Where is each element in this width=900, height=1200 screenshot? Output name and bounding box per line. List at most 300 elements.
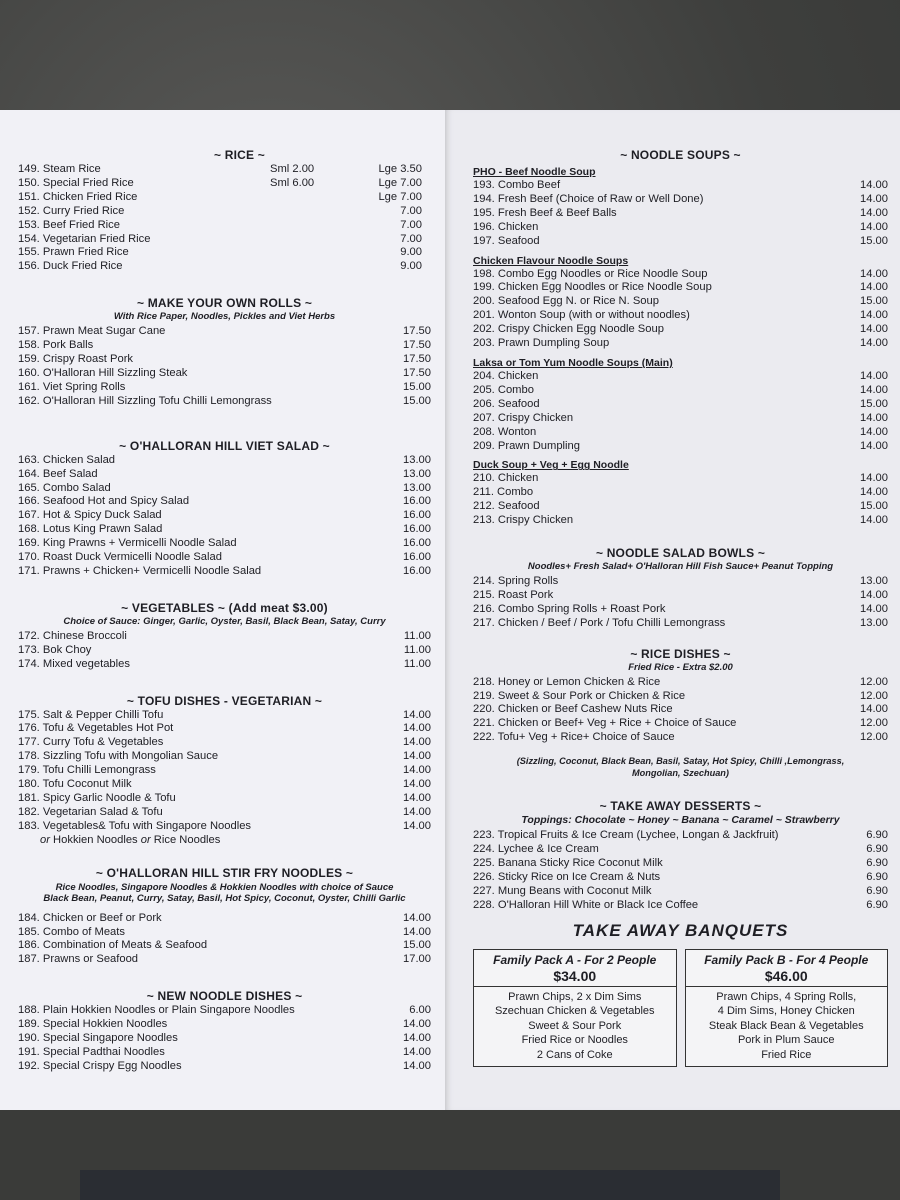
soup-group-heading: Laksa or Tom Yum Noodle Soups (Main): [473, 356, 673, 369]
menu-item-row: [18, 1018, 431, 1032]
menu-item-row: [473, 514, 888, 528]
menu-item-name: 214. Spring Rolls: [473, 575, 559, 588]
table-surface: [0, 1110, 900, 1200]
menu-item-row: [18, 163, 431, 177]
pack-price: $46.00: [764, 967, 808, 984]
menu-item-price: 12.00: [860, 731, 888, 744]
add-meat-note: (Add meat $3.00): [228, 600, 328, 615]
pack-item: Fried Rice: [761, 1048, 812, 1061]
menu-item-list: [473, 676, 888, 746]
rice-dishes-section: [473, 647, 888, 780]
menu-item-price: 6.90: [866, 870, 888, 883]
menu-item-name: 182. Vegetarian Salad & Tofu: [18, 805, 163, 818]
pack-header: [474, 950, 676, 987]
menu-item-price: 14.00: [403, 911, 431, 924]
menu-item-name: 172. Chinese Broccoli: [18, 629, 127, 642]
large-size-price: Lge 3.50: [378, 163, 422, 175]
menu-item-row: [18, 1060, 431, 1074]
menu-item-price: 14.00: [403, 1032, 431, 1045]
soup-group-heading: Chicken Flavour Noodle Soups: [473, 254, 629, 267]
menu-item-price: 14.00: [860, 602, 888, 615]
banquets-title: TAKE AWAY BANQUETS: [572, 920, 789, 940]
menu-item-price: 12.00: [860, 689, 888, 702]
menu-item-name: 165. Combo Salad: [18, 481, 111, 494]
menu-item-name: 153. Beef Fried Rice: [18, 218, 120, 231]
menu-item-row: [18, 454, 431, 468]
section-title: ~ O'HALLORAN HILL VIET SALAD ~: [119, 438, 330, 453]
pack-item: Pork in Plum Sauce: [737, 1034, 835, 1047]
menu-item-row: [18, 482, 431, 496]
menu-item-row: [18, 1032, 431, 1046]
menu-item-row: [18, 630, 431, 644]
menu-item-name: 218. Honey or Lemon Chicken & Rice: [473, 675, 661, 688]
menu-item-price: 17.50: [403, 339, 431, 352]
menu-item-row: [473, 268, 888, 282]
viet-salad-section: [18, 439, 431, 579]
menu-item-row: [18, 523, 431, 537]
section-note: Black Bean, Peanut, Curry, Satay, Basil, Hot Spicy, Coconut, Oyster, Chilli Garlic: [43, 892, 406, 904]
menu-item-name: 175. Salt & Pepper Chilli Tofu: [18, 708, 164, 721]
large-size-price: Lge 7.00: [378, 190, 422, 203]
menu-item-list: [18, 1004, 431, 1074]
section-note: Choice of Sauce: Ginger, Garlic, Oyster, Basil, Black Bean, Satay, Curry: [63, 615, 386, 627]
menu-item-price: 15.00: [860, 295, 888, 308]
menu-item-row: [473, 603, 888, 617]
menu-item-price: 14.00: [860, 220, 888, 233]
menu-item-price: 15.00: [860, 500, 888, 513]
menu-item-name: 169. King Prawns + Vermicelli Noodle Salad: [18, 537, 237, 550]
menu-item-row: [18, 495, 431, 509]
menu-item-list: [473, 829, 888, 912]
menu-item-row: [473, 885, 888, 899]
menu-item-row: [473, 871, 888, 885]
menu-item-name: 197. Seafood: [473, 234, 540, 247]
new-noodle-section: [18, 989, 431, 1074]
menu-item-name: 171. Prawns + Chicken+ Vermicelli Noodle Salad: [18, 564, 262, 577]
menu-item-price: 15.00: [403, 380, 431, 393]
menu-item-name: 200. Seafood Egg N. or Rice N. Soup: [473, 295, 659, 308]
menu-item-row: [473, 309, 888, 323]
menu-item-row: [473, 295, 888, 309]
section-note: Fried Rice - Extra $2.00: [628, 661, 733, 673]
pack-header: [686, 950, 888, 987]
menu-item-row: [473, 472, 888, 486]
toppings-note: Toppings: Chocolate ~ Honey ~ Banana ~ Caramel ~ Strawberry: [521, 814, 840, 827]
menu-item-name: 167. Hot & Spicy Duck Salad: [18, 509, 162, 522]
small-size-price: [270, 260, 354, 274]
menu-item-name: 156. Duck Fried Rice: [18, 260, 123, 273]
menu-right-page: [445, 110, 900, 1110]
menu-item-name: 228. O'Halloran Hill White or Black Ice Coffee: [473, 898, 699, 911]
large-size-price: Lge 7.00: [378, 176, 422, 189]
menu-item-row: [473, 843, 888, 857]
section-title: ~ O'HALLORAN HILL STIR FRY NOODLES ~: [95, 865, 354, 880]
section-title: ~ RICE DISHES ~: [630, 646, 731, 661]
menu-item-name: 222. Tofu+ Veg + Rice+ Choice of Sauce: [473, 731, 675, 744]
menu-item-row: [473, 440, 888, 454]
menu-item-name: 151. Chicken Fried Rice: [18, 190, 138, 203]
menu-item-price: 12.00: [860, 675, 888, 688]
menu-item-row: [18, 1046, 431, 1060]
menu-item-price: 16.00: [403, 564, 431, 577]
pack-item: Prawn Chips, 2 x Dim Sims: [508, 990, 642, 1003]
soup-group: [473, 166, 888, 249]
menu-item-name: 152. Curry Fried Rice: [18, 204, 125, 217]
hokkien-text: Hokkien Noodles: [49, 833, 141, 846]
small-size-price: [270, 205, 354, 219]
menu-item-price: 13.00: [403, 467, 431, 480]
menu-item-name: 176. Tofu & Vegetables Hot Pot: [18, 722, 174, 735]
pack-name: Family Pack A - For 2 People: [493, 952, 657, 967]
desserts-section: [473, 799, 888, 912]
menu-item-row: [473, 398, 888, 412]
menu-item-name: 208. Wonton: [473, 425, 537, 438]
menu-item-row: [473, 703, 888, 717]
noodle-soups-section: [473, 148, 888, 528]
menu-item-row: [473, 193, 888, 207]
banquets-section: [473, 921, 888, 1068]
menu-item-name: 204. Chicken: [473, 369, 539, 382]
menu-item-row: [18, 736, 431, 750]
menu-item-name: 225. Banana Sticky Rice Coconut Milk: [473, 857, 663, 869]
menu-item-name: 193. Combo Beef: [473, 179, 561, 191]
menu-item-name: 157. Prawn Meat Sugar Cane: [18, 325, 166, 338]
menu-item-price: 16.00: [403, 523, 431, 536]
menu-item-row: [473, 676, 888, 690]
item-continuation: [18, 834, 431, 848]
menu-item-row: [18, 644, 431, 658]
menu-item-list: [18, 709, 431, 834]
banquet-pack: [473, 949, 677, 1068]
menu-item-row: [18, 219, 431, 233]
rice-section: [18, 148, 431, 274]
pack-item: Steak Black Bean & Vegetables: [708, 1019, 864, 1032]
menu-item-price: 15.00: [860, 397, 888, 410]
vegetables-section: [18, 601, 431, 672]
section-note: With Rice Paper, Noodles, Pickles and Viet Herbs: [113, 311, 336, 323]
pack-item: 2 Cans of Coke: [536, 1048, 613, 1061]
menu-item-row: [473, 337, 888, 351]
section-title-text: ~ VEGETABLES ~: [121, 600, 226, 615]
pack-item: Fried Rice or Noodles: [521, 1034, 628, 1047]
menu-item-name: 158. Pork Balls: [18, 339, 94, 352]
menu-item-name: 207. Crispy Chicken: [473, 411, 574, 424]
soup-group-heading: PHO - Beef Noodle Soup: [473, 166, 596, 178]
menu-item-name: 217. Chicken / Beef / Pork / Tofu Chilli Lemongrass: [473, 616, 726, 629]
menu-item-price: 12.00: [860, 717, 888, 730]
menu-item-price: 17.50: [403, 353, 431, 366]
menu-item-row: [18, 246, 431, 260]
menu-item-name: 161. Viet Spring Rolls: [18, 380, 126, 393]
menu-item-name: 220. Chicken or Beef Cashew Nuts Rice: [473, 703, 673, 716]
menu-item-row: [473, 384, 888, 398]
menu-item-name: 162. O'Halloran Hill Sizzling Tofu Chilli Lemongrass: [18, 394, 272, 407]
menu-item-price: 14.00: [860, 267, 888, 280]
menu-item-price: 6.90: [866, 857, 888, 869]
menu-item-price: 13.00: [403, 481, 431, 494]
menu-item-row: [18, 551, 431, 565]
menu-item-price: 14.00: [860, 383, 888, 396]
menu-item-price: 14.00: [860, 192, 888, 205]
menu-item-row: [473, 575, 888, 589]
menu-item-price: 14.00: [403, 708, 431, 721]
or-text: or: [40, 833, 50, 846]
menu-item-price: 14.00: [860, 439, 888, 452]
soup-group: [473, 357, 888, 453]
menu-item-price: 14.00: [403, 805, 431, 818]
menu-item-name: 198. Combo Egg Noodles or Rice Noodle Soup: [473, 267, 708, 280]
menu-item-price: 14.00: [403, 1059, 431, 1072]
menu-item-price: 15.00: [403, 394, 431, 407]
menu-item-name: 226. Sticky Rice on Ice Cream & Nuts: [473, 870, 661, 883]
menu-item-name: 195. Fresh Beef & Beef Balls: [473, 206, 617, 219]
menu-item-price: 11.00: [403, 629, 431, 642]
pack-contents: [474, 987, 676, 1067]
menu-item-name: 196. Chicken: [473, 220, 539, 233]
menu-item-row: [473, 370, 888, 384]
menu-item-name: 189. Special Hokkien Noodles: [18, 1018, 168, 1031]
menu-item-row: [473, 899, 888, 913]
menu-item-name: 174. Mixed vegetables: [18, 657, 130, 670]
menu-item-name: 185. Combo of Meats: [18, 925, 125, 938]
soup-group: [473, 459, 888, 528]
menu-item-price: 14.00: [860, 486, 888, 499]
menu-item-name: 194. Fresh Beef (Choice of Raw or Well Done): [473, 192, 704, 205]
menu-item-price: 17.50: [403, 366, 431, 379]
menu-item-name: 199. Chicken Egg Noodles or Rice Noodle Soup: [473, 281, 712, 294]
section-title: ~ RICE ~: [214, 148, 265, 162]
menu-item-price: 14.00: [860, 703, 888, 716]
menu-item-price: 14.00: [403, 722, 431, 735]
or-text: or: [140, 833, 151, 846]
menu-item-price: 15.00: [403, 939, 431, 952]
menu-item-row: [473, 829, 888, 843]
menu-item-name: 166. Seafood Hot and Spicy Salad: [18, 495, 190, 508]
menu-item-price: 14.00: [403, 792, 431, 804]
menu-item-row: [18, 509, 431, 523]
menu-item-price: 6.90: [866, 843, 888, 856]
section-title: ~ TAKE AWAY DESSERTS ~: [599, 799, 762, 814]
small-size-price: [270, 233, 354, 247]
menu-item-name: 209. Prawn Dumpling: [473, 439, 580, 452]
menu-item-price: 13.00: [860, 616, 888, 629]
menu-item-name: 201. Wonton Soup (with or without noodles): [473, 309, 690, 322]
menu-item-row: [473, 426, 888, 440]
menu-item-price: 14.00: [403, 1045, 431, 1058]
menu-item-row: [18, 367, 431, 381]
menu-item-price: 6.90: [866, 898, 888, 911]
menu-item-row: [473, 500, 888, 514]
menu-item-row: [18, 953, 431, 967]
menu-item-name: 227. Mung Beans with Coconut Milk: [473, 884, 652, 897]
menu-item-row: [18, 353, 431, 367]
menu-item-list: [18, 454, 431, 579]
menu-item-name: 178. Sizzling Tofu with Mongolian Sauce: [18, 750, 219, 763]
menu-item-price: 14.00: [860, 514, 888, 527]
soup-group: [473, 255, 888, 351]
large-size-price: 7.00: [400, 204, 422, 217]
section-note: Noodles+ Fresh Salad+ O'Halloran Hill Fish Sauce+ Peanut Topping: [527, 561, 834, 573]
menu-item-row: [18, 381, 431, 395]
menu-item-row: [18, 565, 431, 579]
menu-item-price: 14.00: [403, 778, 431, 791]
menu-item-row: [18, 709, 431, 723]
banquet-pack: [685, 949, 889, 1068]
rolls-section: [18, 296, 431, 408]
section-title: ~ NOODLE SALAD BOWLS ~: [595, 546, 766, 561]
menu-item-row: [473, 690, 888, 704]
menu-item-row: [18, 205, 431, 219]
menu-item-name: 160. O'Halloran Hill Sizzling Steak: [18, 366, 188, 379]
noodle-salad-bowls-section: [473, 546, 888, 631]
menu-item-row: [18, 177, 431, 191]
menu-item-name: 187. Prawns or Seafood: [18, 953, 139, 966]
large-size-price: 7.00: [400, 232, 422, 245]
menu-item-name: 215. Roast Pork: [473, 588, 554, 601]
menu-item-name: 159. Crispy Roast Pork: [18, 353, 134, 366]
large-size-price: 7.00: [400, 218, 422, 231]
menu-item-row: [18, 820, 431, 834]
menu-item-name: 181. Spicy Garlic Noodle & Tofu: [18, 792, 176, 804]
small-size-price: [270, 246, 354, 260]
menu-item-price: 14.00: [403, 819, 431, 832]
menu-item-name: 202. Crispy Chicken Egg Noodle Soup: [473, 323, 664, 336]
menu-item-name: 155. Prawn Fried Rice: [18, 246, 129, 259]
sauce-options-note: (Sizzling, Coconut, Black Bean, Basil, Satay, Hot Spicy, Chilli ,Lemongrass,: [516, 756, 845, 767]
menu-item-price: 6.00: [409, 1004, 431, 1017]
pack-item: Szechuan Chicken & Vegetables: [494, 1005, 655, 1018]
menu-item-row: [18, 806, 431, 820]
menu-item-row: [18, 1004, 431, 1018]
menu-item-price: 6.90: [866, 884, 888, 897]
menu-item-name: 188. Plain Hokkien Noodles or Plain Singapore Noodles: [18, 1004, 295, 1017]
section-note: Rice Noodles, Singapore Noodles & Hokkien Noodles with choice of Sauce: [55, 881, 394, 893]
menu-item-name: 223. Tropical Fruits & Ice Cream (Lychee, Longan & Jackfruit): [473, 829, 779, 842]
menu-item-row: [18, 792, 431, 806]
menu-item-row: [473, 235, 888, 249]
menu-item-price: 14.00: [860, 472, 888, 485]
menu-item-name: 150. Special Fried Rice: [18, 176, 134, 189]
menu-item-price: 14.00: [860, 281, 888, 294]
menu-item-name: 219. Sweet & Sour Pork or Chicken & Rice: [473, 689, 686, 702]
stir-fry-section: [18, 866, 431, 968]
menu-item-row: [18, 537, 431, 551]
menu-item-row: [18, 912, 431, 926]
menu-item-name: 224. Lychee & Ice Cream: [473, 843, 599, 856]
menu-item-price: 16.00: [403, 551, 431, 564]
soup-group-heading: Duck Soup + Veg + Egg Noodle: [473, 459, 629, 472]
section-title: [18, 601, 431, 615]
menu-item-price: 14.00: [860, 411, 888, 424]
menu-item-name: 191. Special Padthai Noodles: [18, 1045, 165, 1058]
large-size-price: 9.00: [400, 260, 422, 273]
menu-item-row: [473, 281, 888, 295]
menu-item-name: 170. Roast Duck Vermicelli Noodle Salad: [18, 551, 222, 564]
menu-item-price: 14.00: [860, 588, 888, 601]
menu-item-price: 14.00: [860, 337, 888, 350]
menu-item-name: 205. Combo: [473, 383, 534, 396]
menu-item-list: [18, 325, 431, 408]
menu-item-price: 6.90: [866, 829, 888, 842]
section-title: ~ MAKE YOUR OWN ROLLS ~: [136, 296, 313, 311]
menu-item-price: 14.00: [860, 179, 888, 191]
menu-item-name: 213. Crispy Chicken: [473, 514, 574, 527]
menu-item-name: 186. Combination of Meats & Seafood: [18, 939, 208, 952]
menu-item-row: [473, 323, 888, 337]
pack-contents: [686, 987, 888, 1067]
menu-item-price: 17.50: [403, 325, 431, 338]
menu-left-page: [0, 110, 445, 1110]
menu-item-row: [18, 233, 431, 247]
menu-item-price: 14.00: [403, 750, 431, 763]
menu-item-price: 11.00: [403, 643, 431, 656]
menu-item-row: [473, 717, 888, 731]
menu-item-price: 13.00: [860, 575, 888, 588]
menu-item-name: 210. Chicken: [473, 472, 539, 485]
tofu-section: [18, 694, 431, 848]
menu-item-price: 15.00: [860, 234, 888, 247]
menu-item-list: [18, 912, 431, 968]
menu-item-name: 173. Bok Choy: [18, 643, 92, 656]
menu-item-row: [18, 764, 431, 778]
menu-item-row: [473, 857, 888, 871]
large-size-price: 9.00: [400, 246, 422, 259]
menu-item-price: 11.00: [403, 657, 431, 670]
menu-item-row: [18, 260, 431, 274]
section-title: ~ TOFU DISHES - VEGETARIAN ~: [126, 693, 323, 708]
menu-item-row: [18, 658, 431, 672]
pack-name: Family Pack B - For 4 People: [704, 952, 869, 967]
menu-item-row: [18, 339, 431, 353]
menu-item-price: 16.00: [403, 509, 431, 522]
menu-item-price: 13.00: [403, 453, 431, 466]
menu-item-name: 177. Curry Tofu & Vegetables: [18, 736, 164, 749]
menu-item-name: 192. Special Crispy Egg Noodles: [18, 1059, 182, 1072]
menu-item-name: 168. Lotus King Prawn Salad: [18, 523, 163, 536]
menu-item-price: 14.00: [403, 764, 431, 777]
menu-item-row: [18, 325, 431, 339]
menu-item-name: 203. Prawn Dumpling Soup: [473, 337, 610, 350]
menu-item-price: 16.00: [403, 495, 431, 508]
menu-item-name: 164. Beef Salad: [18, 467, 98, 480]
menu-item-list: [18, 630, 431, 672]
menu-item-row: [18, 939, 431, 953]
small-size-price: Sml 2.00: [270, 163, 315, 175]
menu-item-name: 183. Vegetables& Tofu with Singapore Noodles: [18, 819, 252, 832]
menu-item-row: [18, 722, 431, 736]
menu-item-row: [18, 750, 431, 764]
menu-item-price: 14.00: [860, 206, 888, 219]
pack-price: $34.00: [553, 967, 597, 984]
menu-item-price: 14.00: [860, 425, 888, 438]
menu-item-name: 211. Combo: [473, 486, 534, 499]
menu-item-row: [473, 221, 888, 235]
section-title: ~ NEW NOODLE DISHES ~: [146, 989, 303, 1004]
pack-item: Prawn Chips, 4 Spring Rolls,: [716, 990, 857, 1003]
menu-item-price: 14.00: [860, 309, 888, 322]
small-size-price: Sml 6.00: [270, 176, 315, 189]
pack-item: 4 Dim Sims, Honey Chicken: [717, 1005, 855, 1018]
menu-item-name: 184. Chicken or Beef or Pork: [18, 911, 162, 924]
small-size-price: [270, 219, 354, 233]
small-size-price: [270, 191, 354, 205]
menu-item-row: [18, 778, 431, 792]
menu-item-name: 221. Chicken or Beef+ Veg + Rice + Choice of Sauce: [473, 717, 737, 730]
menu-item-name: 179. Tofu Chilli Lemongrass: [18, 764, 156, 777]
menu-item-row: [18, 191, 431, 205]
menu-item-price: 14.00: [403, 925, 431, 938]
menu-item-price: 14.00: [860, 369, 888, 382]
